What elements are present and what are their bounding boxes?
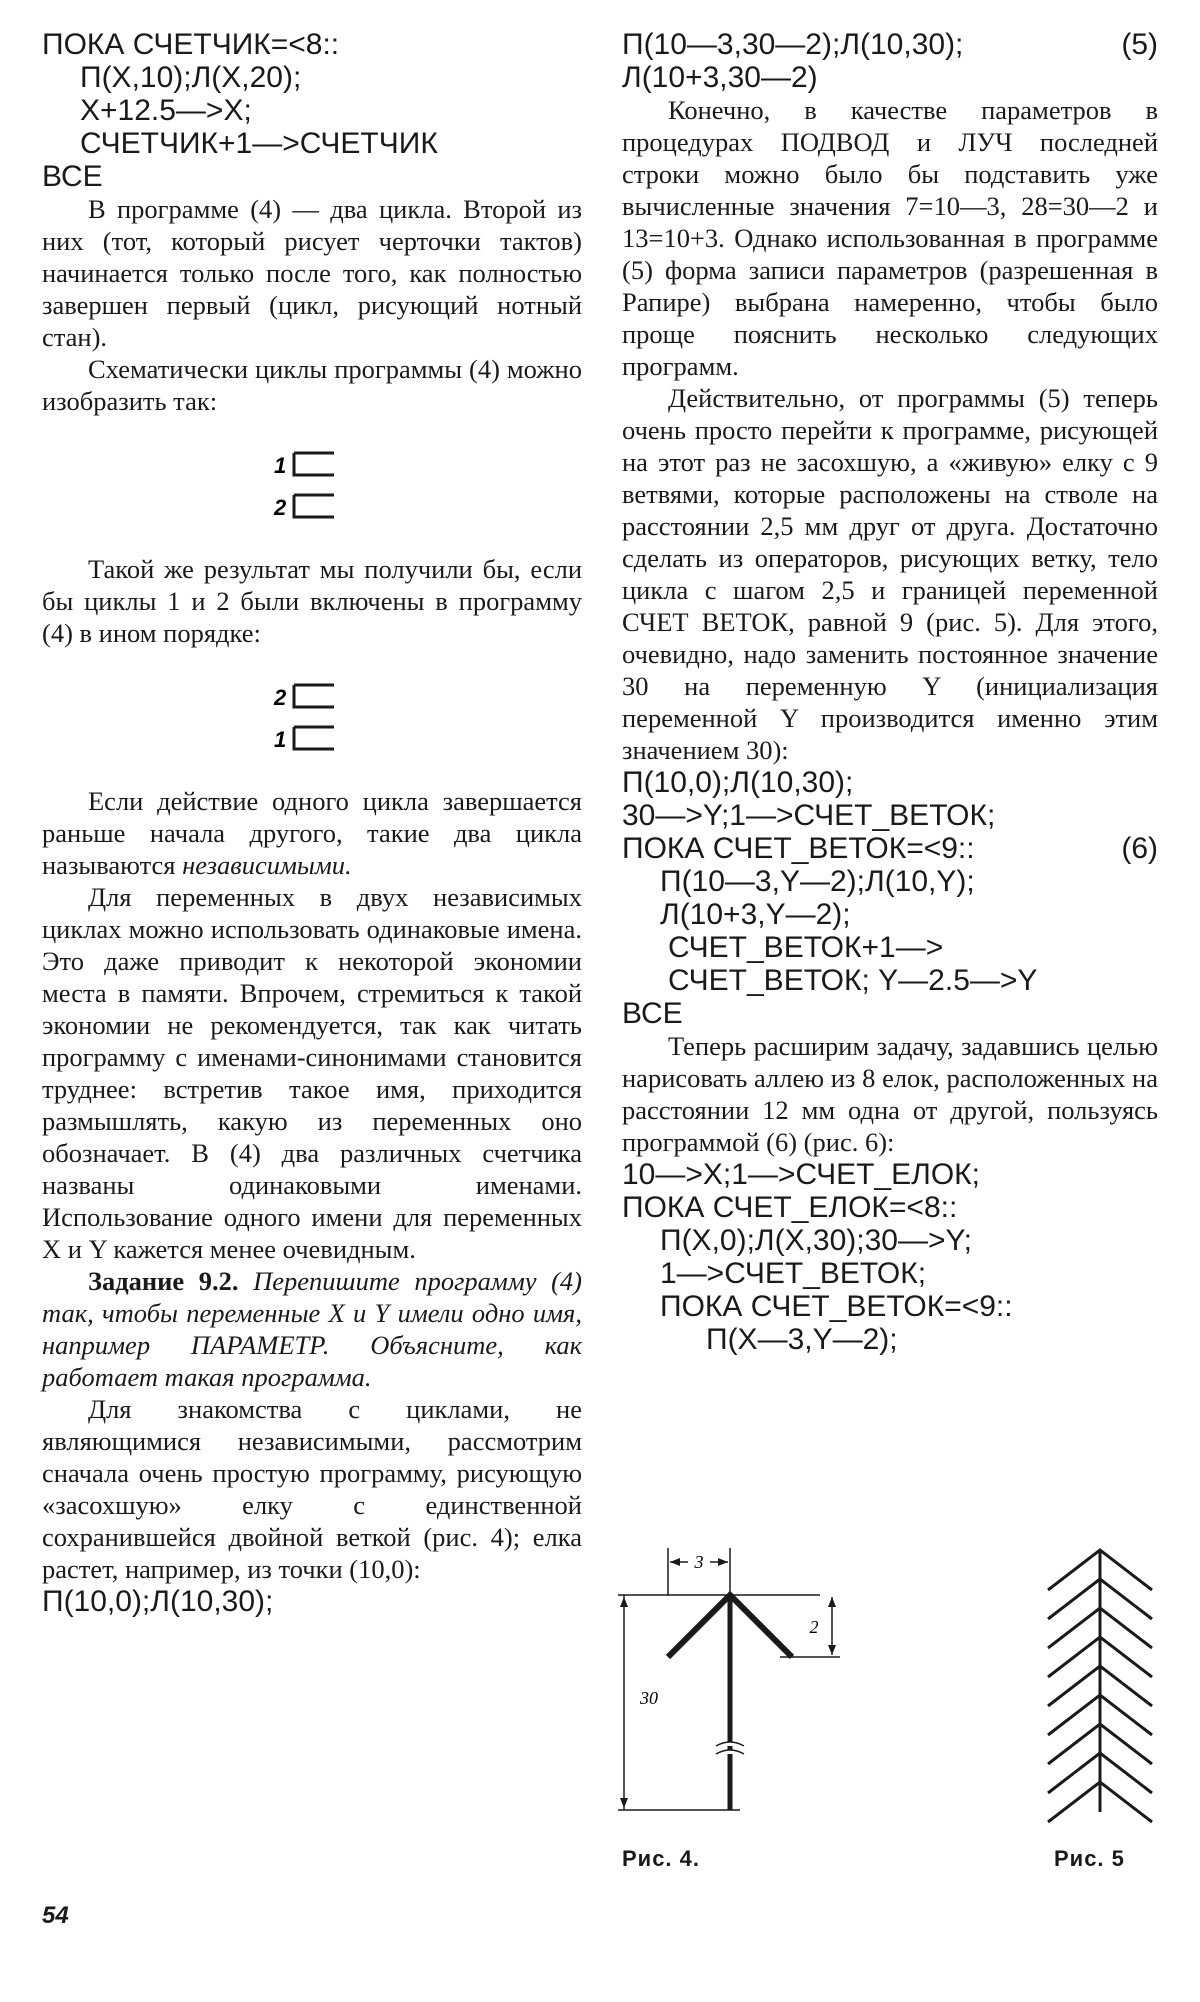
code-line: П(10—3,Y—2);Л(10,Y);	[660, 865, 975, 898]
loop-scheme-2	[272, 675, 582, 761]
code-line: СЧЕТ_ВЕТОК; Y—2.5—>Y	[668, 964, 1038, 997]
code-line: 30—>Y;1—>СЧЕТ_ВЕТОК;	[622, 799, 996, 832]
code-text: П(10—3,30—2);Л(10,30);	[622, 28, 964, 61]
code-line: 1—>СЧЕТ_ВЕТОК;	[660, 1257, 927, 1290]
code-line: П(X,0);Л(X,30);30—>Y;	[660, 1224, 972, 1257]
code-line: СЧЕТ_ВЕТОК+1—>	[668, 931, 944, 964]
code-line: П(X—3,Y—2);	[706, 1323, 898, 1356]
loop-brackets	[272, 443, 392, 529]
paragraph: Теперь расширим задачу, задавшись целью нарисовать аллею из 8 елок, расположенных на расстоянии 12 мм одна от другой, пользуясь программой (6) (рис. 6):	[622, 1031, 1158, 1157]
paragraph: Конечно, в качестве параметров в процедурах ПОДВОД и ЛУЧ последней строки можно было бы подставить уже вычисленные значения 7=10—3, 28=30—2 и 13=10+3. Однако использованная в программе (5) форма записи параметров (разрешенная в Рапире) выбрана намеренно, чтобы было проще пояснить несколько следующих программ.	[622, 95, 1158, 381]
figure-5	[1040, 1540, 1160, 1830]
code-text: ПОКА СЧЕТ_ВЕТОК=<9::	[622, 832, 975, 865]
code-line: ПОКА СЧЕТЧИК=<8::	[42, 28, 340, 61]
paragraph: Такой же результат мы получили бы, если бы циклы 1 и 2 были включены в программу (4) в ином порядке:	[42, 554, 582, 648]
loop-number: 2	[274, 495, 287, 520]
paragraph: Для переменных в двух независимых циклах можно использовать одинаковые имена. Это даже приводит к некоторой экономии места в памяти. Впрочем, стремиться к такой экономии не рекомендуется, так как читать программу с именами-синонимами становится труднее: встретив такое имя, приходится размышлять, какую из переменных оно обозначает. В (4) два различных счетчика названы одинаковыми именами. Использование одного имени для переменных X и Y кажется менее очевидным.	[42, 882, 582, 1264]
left-column	[42, 28, 582, 1618]
page-number: 54	[42, 1902, 69, 1929]
task-text: Перепишите программу (4) так, чтобы переменные X и Y имели одно имя, например ПАРАМЕТР. Объясните, как работает такая программа.	[42, 1266, 582, 1392]
dimension-label: 30	[640, 1688, 658, 1708]
code-line: ВСЕ	[42, 160, 103, 193]
code-line: П(10,0);Л(10,30);	[42, 1585, 274, 1618]
code-line: СЧЕТЧИК+1—>СЧЕТЧИК	[80, 127, 438, 160]
task-label: Задание 9.2.	[88, 1266, 239, 1296]
code-line: П(10,0);Л(10,30);	[622, 766, 854, 799]
dimension-label: 3	[694, 1552, 704, 1572]
equation-number: (5)	[1121, 28, 1158, 61]
figure-caption: Рис. 5	[1054, 1846, 1125, 1871]
paragraph: Для знакомства с циклами, не являющимися независимыми, рассмотрим сначала очень простую программу, рисующую «засохшую» елку с единственной сохранившейся двойной веткой (рис. 4); елка растет, например, из точки (10,0):	[42, 1394, 582, 1584]
loop-scheme-1	[272, 443, 582, 529]
code-line: ПОКА СЧЕТ_ВЕТОК=<9::	[660, 1290, 1013, 1323]
loop-brackets	[272, 675, 392, 761]
paragraph	[42, 785, 582, 881]
task-paragraph	[42, 1265, 582, 1393]
paragraph: Схематически циклы программы (4) можно изобразить так:	[42, 354, 582, 416]
loop-number: 2	[274, 685, 287, 710]
code-line: Л(10+3,Y—2);	[660, 898, 851, 931]
code-line	[622, 832, 1158, 865]
code-line: П(X,10);Л(X,20);	[80, 61, 302, 94]
loop-number: 1	[274, 453, 287, 478]
paragraph: В программе (4) — два цикла. Второй из них (тот, который рисует черточки тактов) начинается только после того, как полностью завершен первый (цикл, рисующий нотный стан).	[42, 194, 582, 352]
paragraph: Действительно, от программы (5) теперь очень просто перейти к программе, рисующей на этот раз не засохшую, а «живую» елку с 9 ветвями, которые расположены на стволе на расстоянии 2,5 мм друг от друга. Достаточно сделать из операторов, рисующих ветку, тело цикла с шагом 2,5 и границей переменной СЧЕТ ВЕТОК, равной 9 (рис. 5). Для этого, очевидно, надо заменить постоянное значение 30 на переменную Y (инициализация переменной Y производится именно этим значением 30):	[622, 383, 1158, 765]
equation-number: (6)	[1121, 832, 1158, 865]
code-line: ПОКА СЧЕТ_ЕЛОК=<8::	[622, 1191, 958, 1224]
code-line: 10—>X;1—>СЧЕТ_ЕЛОК;	[622, 1158, 980, 1191]
figure-caption: Рис. 4.	[622, 1846, 701, 1871]
loop-number: 1	[274, 727, 287, 752]
paragraph-text: Если действие одного цикла завершается раньше начала другого, такие два цикла называются	[42, 786, 582, 880]
emphasis-term: независимыми.	[182, 850, 352, 880]
code-line: ВСЕ	[622, 997, 683, 1030]
code-line: Л(10+3,30—2)	[622, 61, 818, 94]
code-line: X+12.5—>X;	[80, 94, 252, 127]
dimension-label: 2	[809, 1617, 819, 1637]
figure-4	[610, 1540, 910, 1830]
right-column	[622, 28, 1158, 1356]
code-line	[622, 28, 1158, 61]
